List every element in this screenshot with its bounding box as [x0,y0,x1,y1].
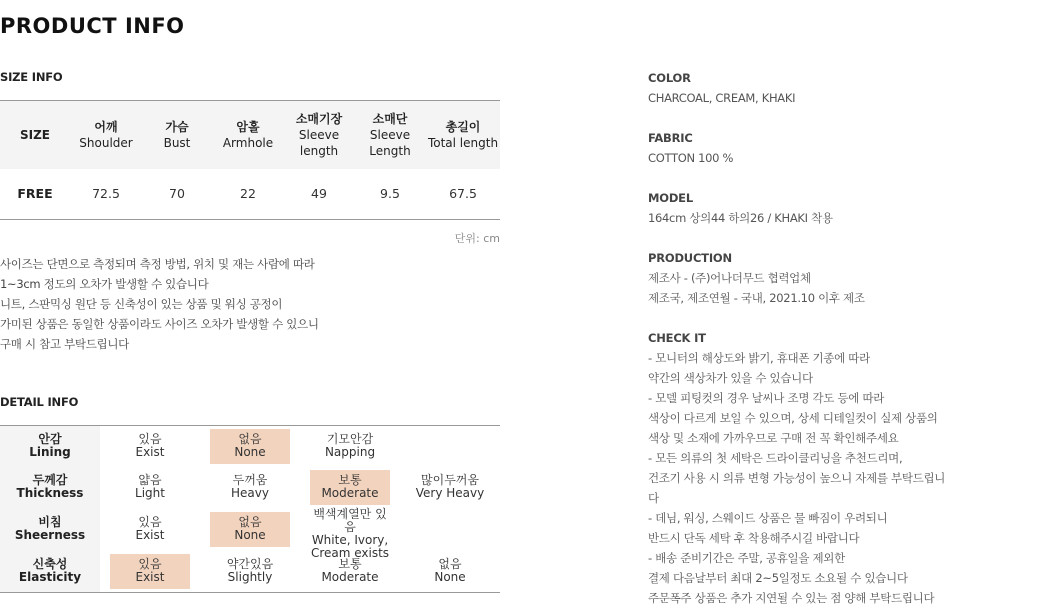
thickness-option-moderate: 보통 Moderate [300,467,400,508]
color-section [648,68,795,108]
color-heading: COLOR [648,71,691,85]
check-line: - 데님, 워싱, 스웨이드 상품은 물 빠짐이 우려되니 [648,511,888,525]
model-heading: MODEL [648,191,693,205]
lining-option-none: 없음 None [200,426,300,467]
shoulder-header: 어깨 Shoulder [79,119,133,150]
check-line: 반드시 단독 세탁 후 착용해주시길 바랍니다 [648,531,860,545]
check-line: 색상 및 소재에 가까우므로 구매 전 꼭 확인해주세요 [648,431,899,445]
detail-row-thickness [0,467,500,508]
detail-table [0,425,500,593]
production-heading: PRODUCTION [648,251,732,265]
check-line: 건조기 사용 시 의류 변형 가능성이 높으니 자제를 부탁드립니 [648,471,946,485]
fabric-heading: FABRIC [648,131,693,145]
total-length-value: 67.5 [449,186,477,202]
size-info-label: SIZE INFO [0,70,63,84]
elasticity-option-moderate: 보통 Moderate [321,557,379,585]
sheerness-label: 비침 Sheerness [0,508,100,552]
total-length-header: 총길이 Total length [427,119,499,150]
table-row [0,169,500,220]
size-value: FREE [17,186,53,202]
thickness-option-heavy: 두꺼움 Heavy [231,473,269,500]
shoulder-value: 72.5 [92,186,120,202]
thickness-option-very-heavy: 많이두꺼움 Very Heavy [415,473,485,500]
size-notes [0,254,319,354]
check-line: 결제 다음날부터 최대 2~5일정도 소요될 수 있습니다 [648,571,908,585]
note-line: 니트, 스판믹싱 원단 등 신축성이 있는 상품 및 워싱 공정이 [0,297,283,311]
fabric-section [648,128,733,168]
check-line: 약간의 색상차가 있을 수 있습니다 [648,371,813,385]
model-section [648,188,833,228]
sheerness-option-none: 없음 None [200,508,300,552]
lining-option-exist: 있음 Exist [135,432,165,460]
detail-row-lining [0,426,500,467]
armhole-value: 22 [240,186,256,202]
sheerness-option-exist: 있음 Exist [135,515,165,543]
elasticity-option-none: 없음 None [434,557,466,585]
detail-row-elasticity [0,551,500,592]
check-line: 주문폭주 상품은 추가 지연될 수 있는 점 양해 부탁드립니다 [648,591,935,605]
armhole-header: 암홀 Armhole [222,119,274,150]
color-value: CHARCOAL, CREAM, KHAKI [648,91,796,105]
fabric-value: COTTON 100 % [648,151,734,165]
note-line: 사이즈는 단면으로 측정되며 측정 방법, 위치 및 재는 사람에 따라 [0,257,315,271]
unit-label: 단위: cm [454,232,500,245]
bust-value: 70 [169,186,185,202]
sleeve-end-header: 소매단 Sleeve Length [369,111,411,158]
elasticity-option-slightly: 약간있음 Slightly [226,557,274,585]
lining-option-empty [400,426,500,467]
production-manufacturer: 제조사 - (주)어나더무드 협력업체 [648,271,811,285]
check-line: - 모델 피팅컷의 경우 날씨나 조명 각도 등에 따라 [648,391,885,405]
production-origin-date: 제조국, 제조연월 - 국내, 2021.10 이후 제조 [648,291,865,305]
lining-option-napping: 기모안감 Napping [324,432,376,460]
check-line: 다 [648,491,659,505]
elasticity-label: 신축성 Elasticity [0,551,100,592]
note-line: 구매 시 참고 부탁드립니다 [0,337,129,351]
thickness-label: 두께감 Thickness [0,467,100,508]
check-section [648,328,945,608]
sheerness-option-white-only: 백색계열만 있음 White, Ivory, Cream exists [310,506,390,560]
check-line: - 모니터의 해상도와 밝기, 휴대폰 기종에 따라 [648,351,870,365]
check-line: - 모든 의류의 첫 세탁은 드라이클리닝을 추천드리며, [648,451,903,465]
elasticity-option-exist: 있음 Exist [100,551,200,592]
sheerness-option-empty [400,508,500,552]
note-line: 가미된 상품은 동일한 상품이라도 사이즈 오차가 발생할 수 있으니 [0,317,319,331]
check-heading: CHECK IT [648,331,706,345]
detail-info-label: DETAIL INFO [0,395,79,409]
detail-row-sheerness [0,508,500,552]
sleeve-length-value: 49 [311,186,327,202]
check-line: - 배송 준비기간은 주말, 공휴일을 제외한 [648,551,845,565]
size-table-header-row [0,101,500,169]
page-title: PRODUCT INFO [0,14,185,38]
lining-label: 안감 Lining [0,426,100,467]
bust-header: 가슴 Bust [163,119,191,150]
sleeve-end-value: 9.5 [380,186,400,202]
size-table [0,100,500,220]
model-value: 164cm 상의44 하의26 / KHAKI 착용 [648,211,833,225]
check-line: 색상이 다르게 보일 수 있으며, 상세 디테일컷이 실제 상품의 [648,411,938,425]
note-line: 1~3cm 정도의 오차가 발생할 수 있습니다 [0,277,209,291]
production-section [648,248,865,308]
thickness-option-light: 얇음 Light [135,473,165,500]
size-header: SIZE [19,127,50,142]
sleeve-length-header: 소매기장 Sleeve length [295,111,343,158]
